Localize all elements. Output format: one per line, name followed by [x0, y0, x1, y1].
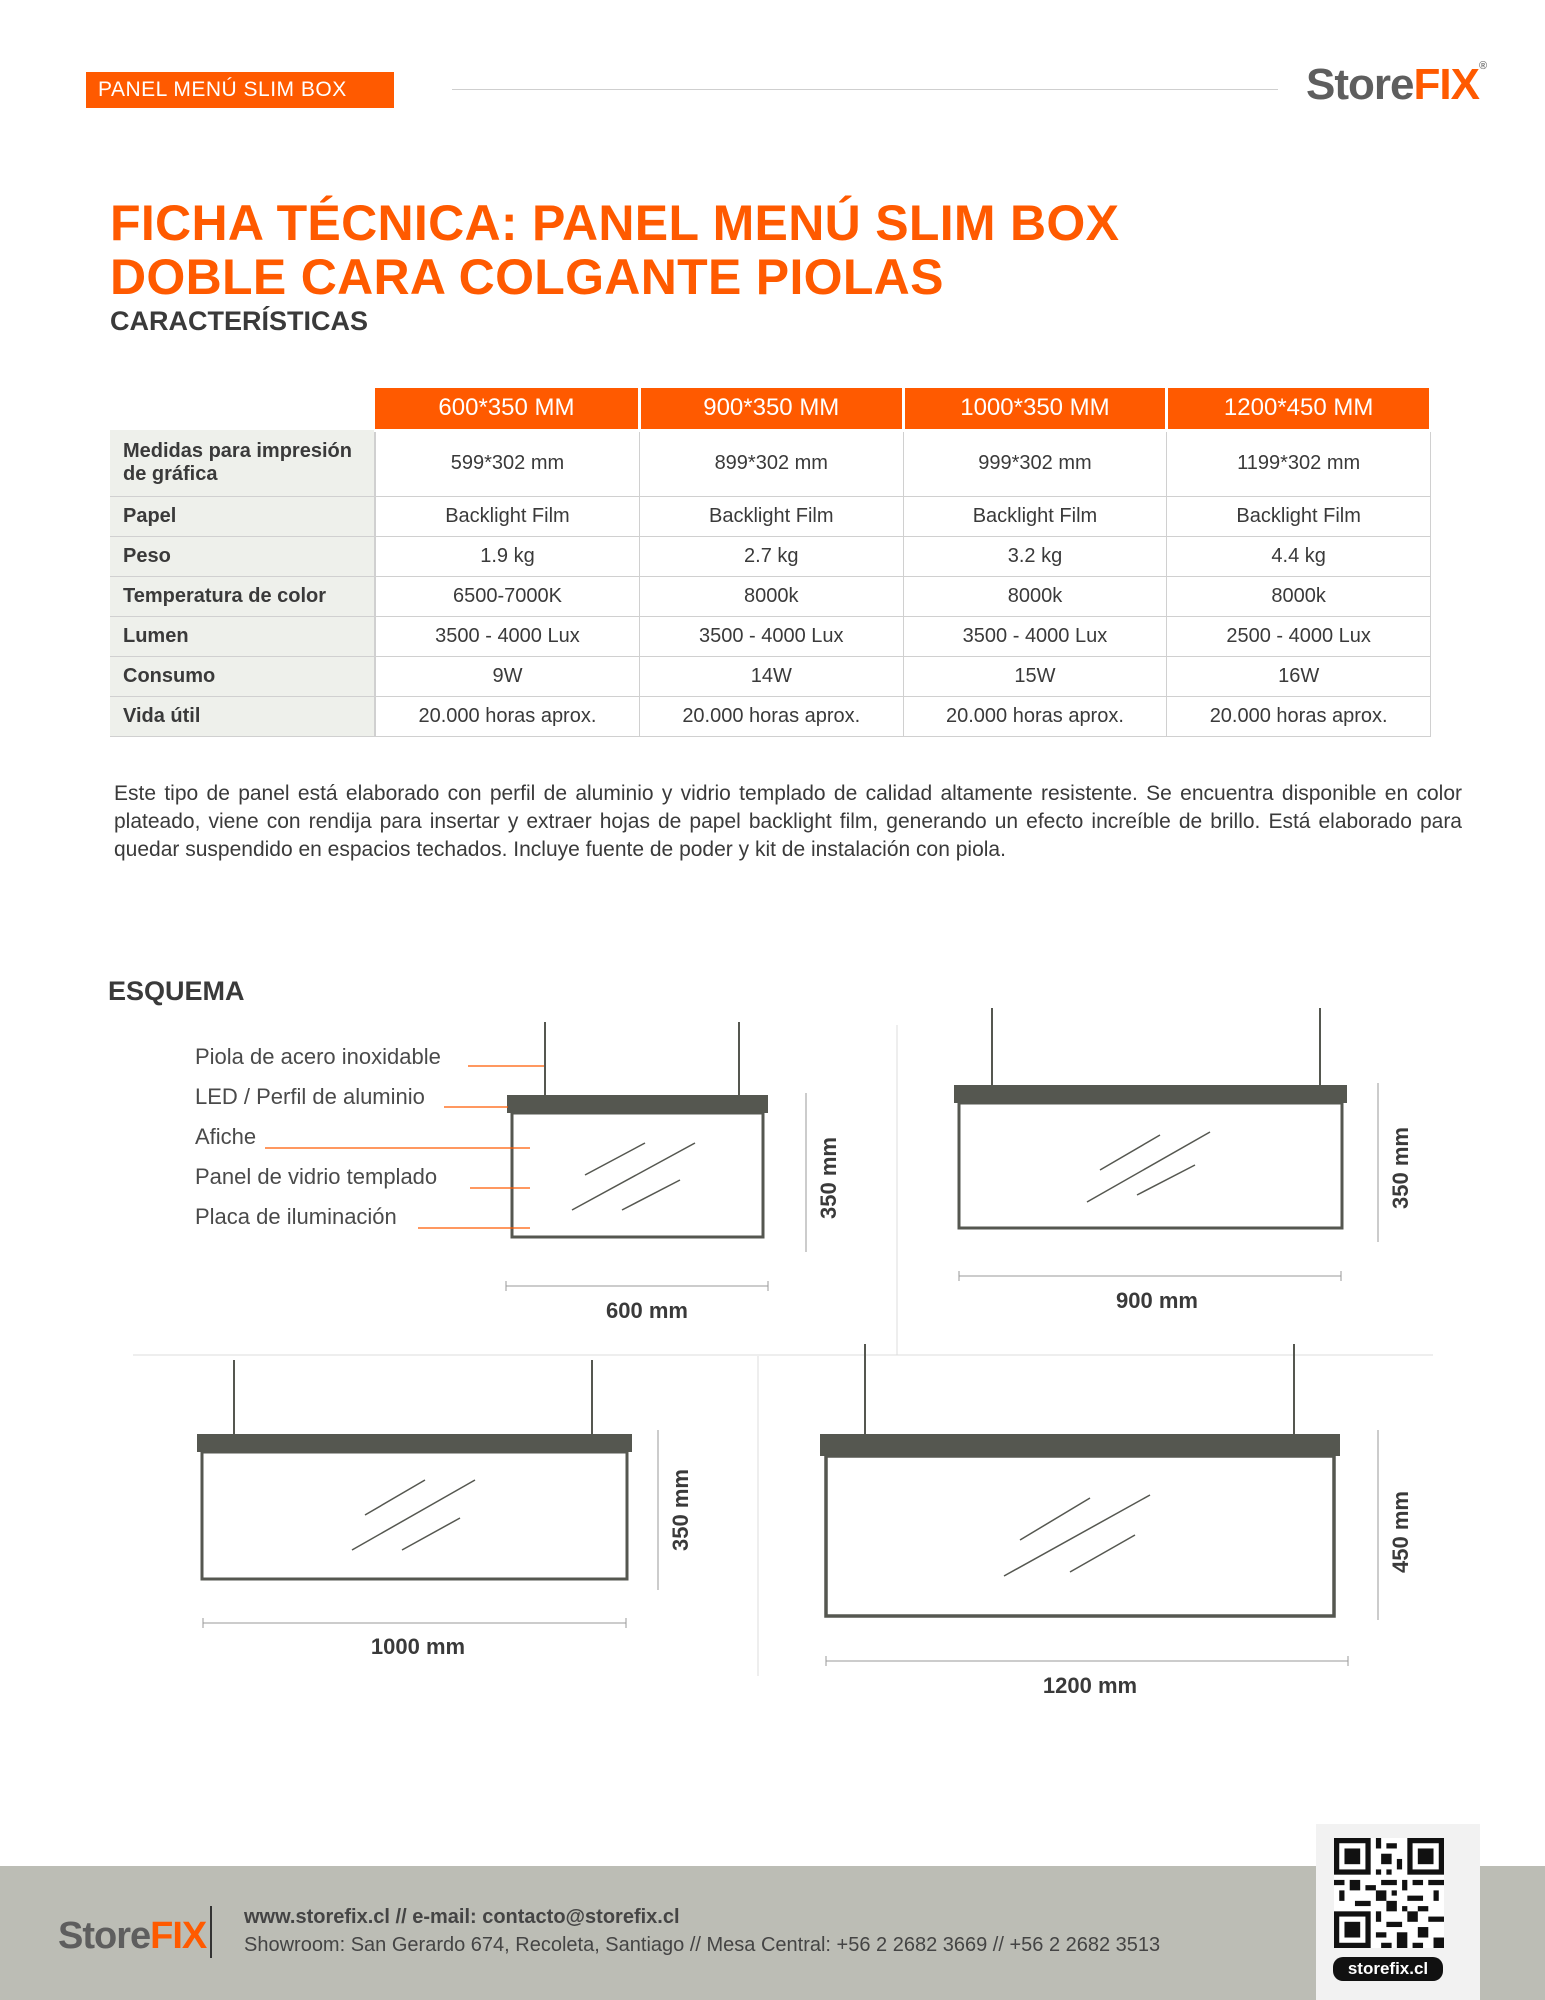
header-divider: [452, 89, 1278, 90]
table-cell: 8000k: [639, 576, 903, 616]
label-led-perfil: LED / Perfil de aluminio: [195, 1084, 425, 1109]
section-tag: PANEL MENÚ SLIM BOX: [86, 72, 394, 108]
title-line-2: DOBLE CARA COLGANTE PIOLAS: [110, 249, 944, 305]
dimension-label: 350 mm: [668, 1469, 693, 1551]
table-cell: 9W: [375, 656, 639, 696]
table-row: [110, 656, 1431, 696]
table-cell: 20.000 horas aprox.: [1167, 696, 1431, 736]
panel-diagram-1000: [197, 1360, 693, 1659]
dimension-label: 900 mm: [1116, 1288, 1198, 1313]
footer-divider: [210, 1906, 212, 1958]
qr-caption: storefix.cl: [1333, 1957, 1443, 1981]
schema-heading: ESQUEMA: [108, 976, 245, 1006]
table-cell: 3500 - 4000 Lux: [903, 616, 1167, 656]
table-cell: 999*302 mm: [903, 430, 1167, 496]
schema-diagram: [0, 990, 1545, 1710]
footer-address-line: Showroom: San Gerardo 674, Recoleta, Santiago // Mesa Central: +56 2 2682 3669 // +56 2 2682 3513: [244, 1934, 1161, 1956]
table-cell: Backlight Film: [1167, 496, 1431, 536]
column-header: 1000*350 MM: [903, 388, 1167, 430]
table-cell: 2.7 kg: [639, 536, 903, 576]
column-header: 900*350 MM: [639, 388, 903, 430]
table-row: [110, 696, 1431, 736]
table-cell: 3500 - 4000 Lux: [639, 616, 903, 656]
table-cell: Backlight Film: [903, 496, 1167, 536]
table-row: [110, 536, 1431, 576]
label-piola: Piola de acero inoxidable: [195, 1044, 441, 1069]
table-cell: 3.2 kg: [903, 536, 1167, 576]
label-afiche: Afiche: [195, 1124, 257, 1149]
table-cell: 15W: [903, 656, 1167, 696]
table-cell: 8000k: [1167, 576, 1431, 616]
row-label: Vida útil: [110, 696, 375, 736]
product-description: Este tipo de panel está elaborado con perfil de aluminio y vidrio templado de calidad altamente resistente. Se encuentra disponible en color plateado, viene con rendija para insertar y extraer hojas de papel backlight film, generando un efecto increíble de brillo. Está elaborado para quedar suspendido en espacios techados. Incluye fuente de poder y kit de instalación con piola.: [114, 782, 1462, 861]
column-header: 600*350 MM: [375, 388, 639, 430]
table-row: [110, 430, 1431, 496]
table-row: [110, 496, 1431, 536]
table-cell: 20.000 horas aprox.: [639, 696, 903, 736]
table-cell: Backlight Film: [375, 496, 639, 536]
footer-brand-logo: StoreFIX: [58, 1915, 207, 1957]
table-cell: 16W: [1167, 656, 1431, 696]
table-header-row: [110, 388, 1431, 430]
row-label: Lumen: [110, 616, 375, 656]
table-cell: 3500 - 4000 Lux: [375, 616, 639, 656]
dimension-label: 600 mm: [606, 1298, 688, 1323]
table-cell: 899*302 mm: [639, 430, 903, 496]
row-label: Papel: [110, 496, 375, 536]
dimension-label: 1200 mm: [1042, 1673, 1138, 1698]
panel-diagram-1200: [820, 1344, 1413, 1698]
label-placa: Placa de iluminación: [195, 1204, 397, 1229]
callout-labels: [195, 1044, 544, 1229]
table-cell: 599*302 mm: [375, 430, 639, 496]
table-cell: 14W: [639, 656, 903, 696]
table-corner: [110, 388, 375, 430]
dimension-label: 450 mm: [1388, 1491, 1413, 1573]
row-label: Medidas para impresión de gráfica: [110, 430, 375, 496]
qr-code-icon[interactable]: [1334, 1838, 1444, 1948]
table-cell: 20.000 horas aprox.: [903, 696, 1167, 736]
panel-diagram-900: [954, 1008, 1413, 1313]
row-label: Temperatura de color: [110, 576, 375, 616]
column-header: 1200*450 MM: [1167, 388, 1431, 430]
page-title: [110, 196, 1310, 304]
table-cell: 6500-7000K: [375, 576, 639, 616]
table-cell: Backlight Film: [639, 496, 903, 536]
dimension-label: 1000 mm: [370, 1634, 466, 1659]
section-subtitle: CARACTERÍSTICAS: [110, 306, 369, 336]
footer-contact-line[interactable]: www.storefix.cl // e-mail: contacto@storefix.cl: [244, 1906, 680, 1928]
table-row: [110, 576, 1431, 616]
specs-table: [110, 388, 1432, 737]
table-row: [110, 616, 1431, 656]
table-cell: 1199*302 mm: [1167, 430, 1431, 496]
page-footer: [0, 1866, 1545, 2000]
dimension-label: 350 mm: [1388, 1127, 1413, 1209]
row-label: Consumo: [110, 656, 375, 696]
table-cell: 20.000 horas aprox.: [375, 696, 639, 736]
row-label: Peso: [110, 536, 375, 576]
title-line-1: FICHA TÉCNICA: PANEL MENÚ SLIM BOX: [110, 195, 1120, 251]
brand-logo: StoreFIX®: [1306, 60, 1487, 109]
table-cell: 1.9 kg: [375, 536, 639, 576]
table-cell: 8000k: [903, 576, 1167, 616]
label-vidrio: Panel de vidrio templado: [195, 1164, 438, 1189]
table-cell: 4.4 kg: [1167, 536, 1431, 576]
table-cell: 2500 - 4000 Lux: [1167, 616, 1431, 656]
dimension-label: 350 mm: [816, 1137, 841, 1219]
panel-diagram-600: [506, 1022, 841, 1323]
